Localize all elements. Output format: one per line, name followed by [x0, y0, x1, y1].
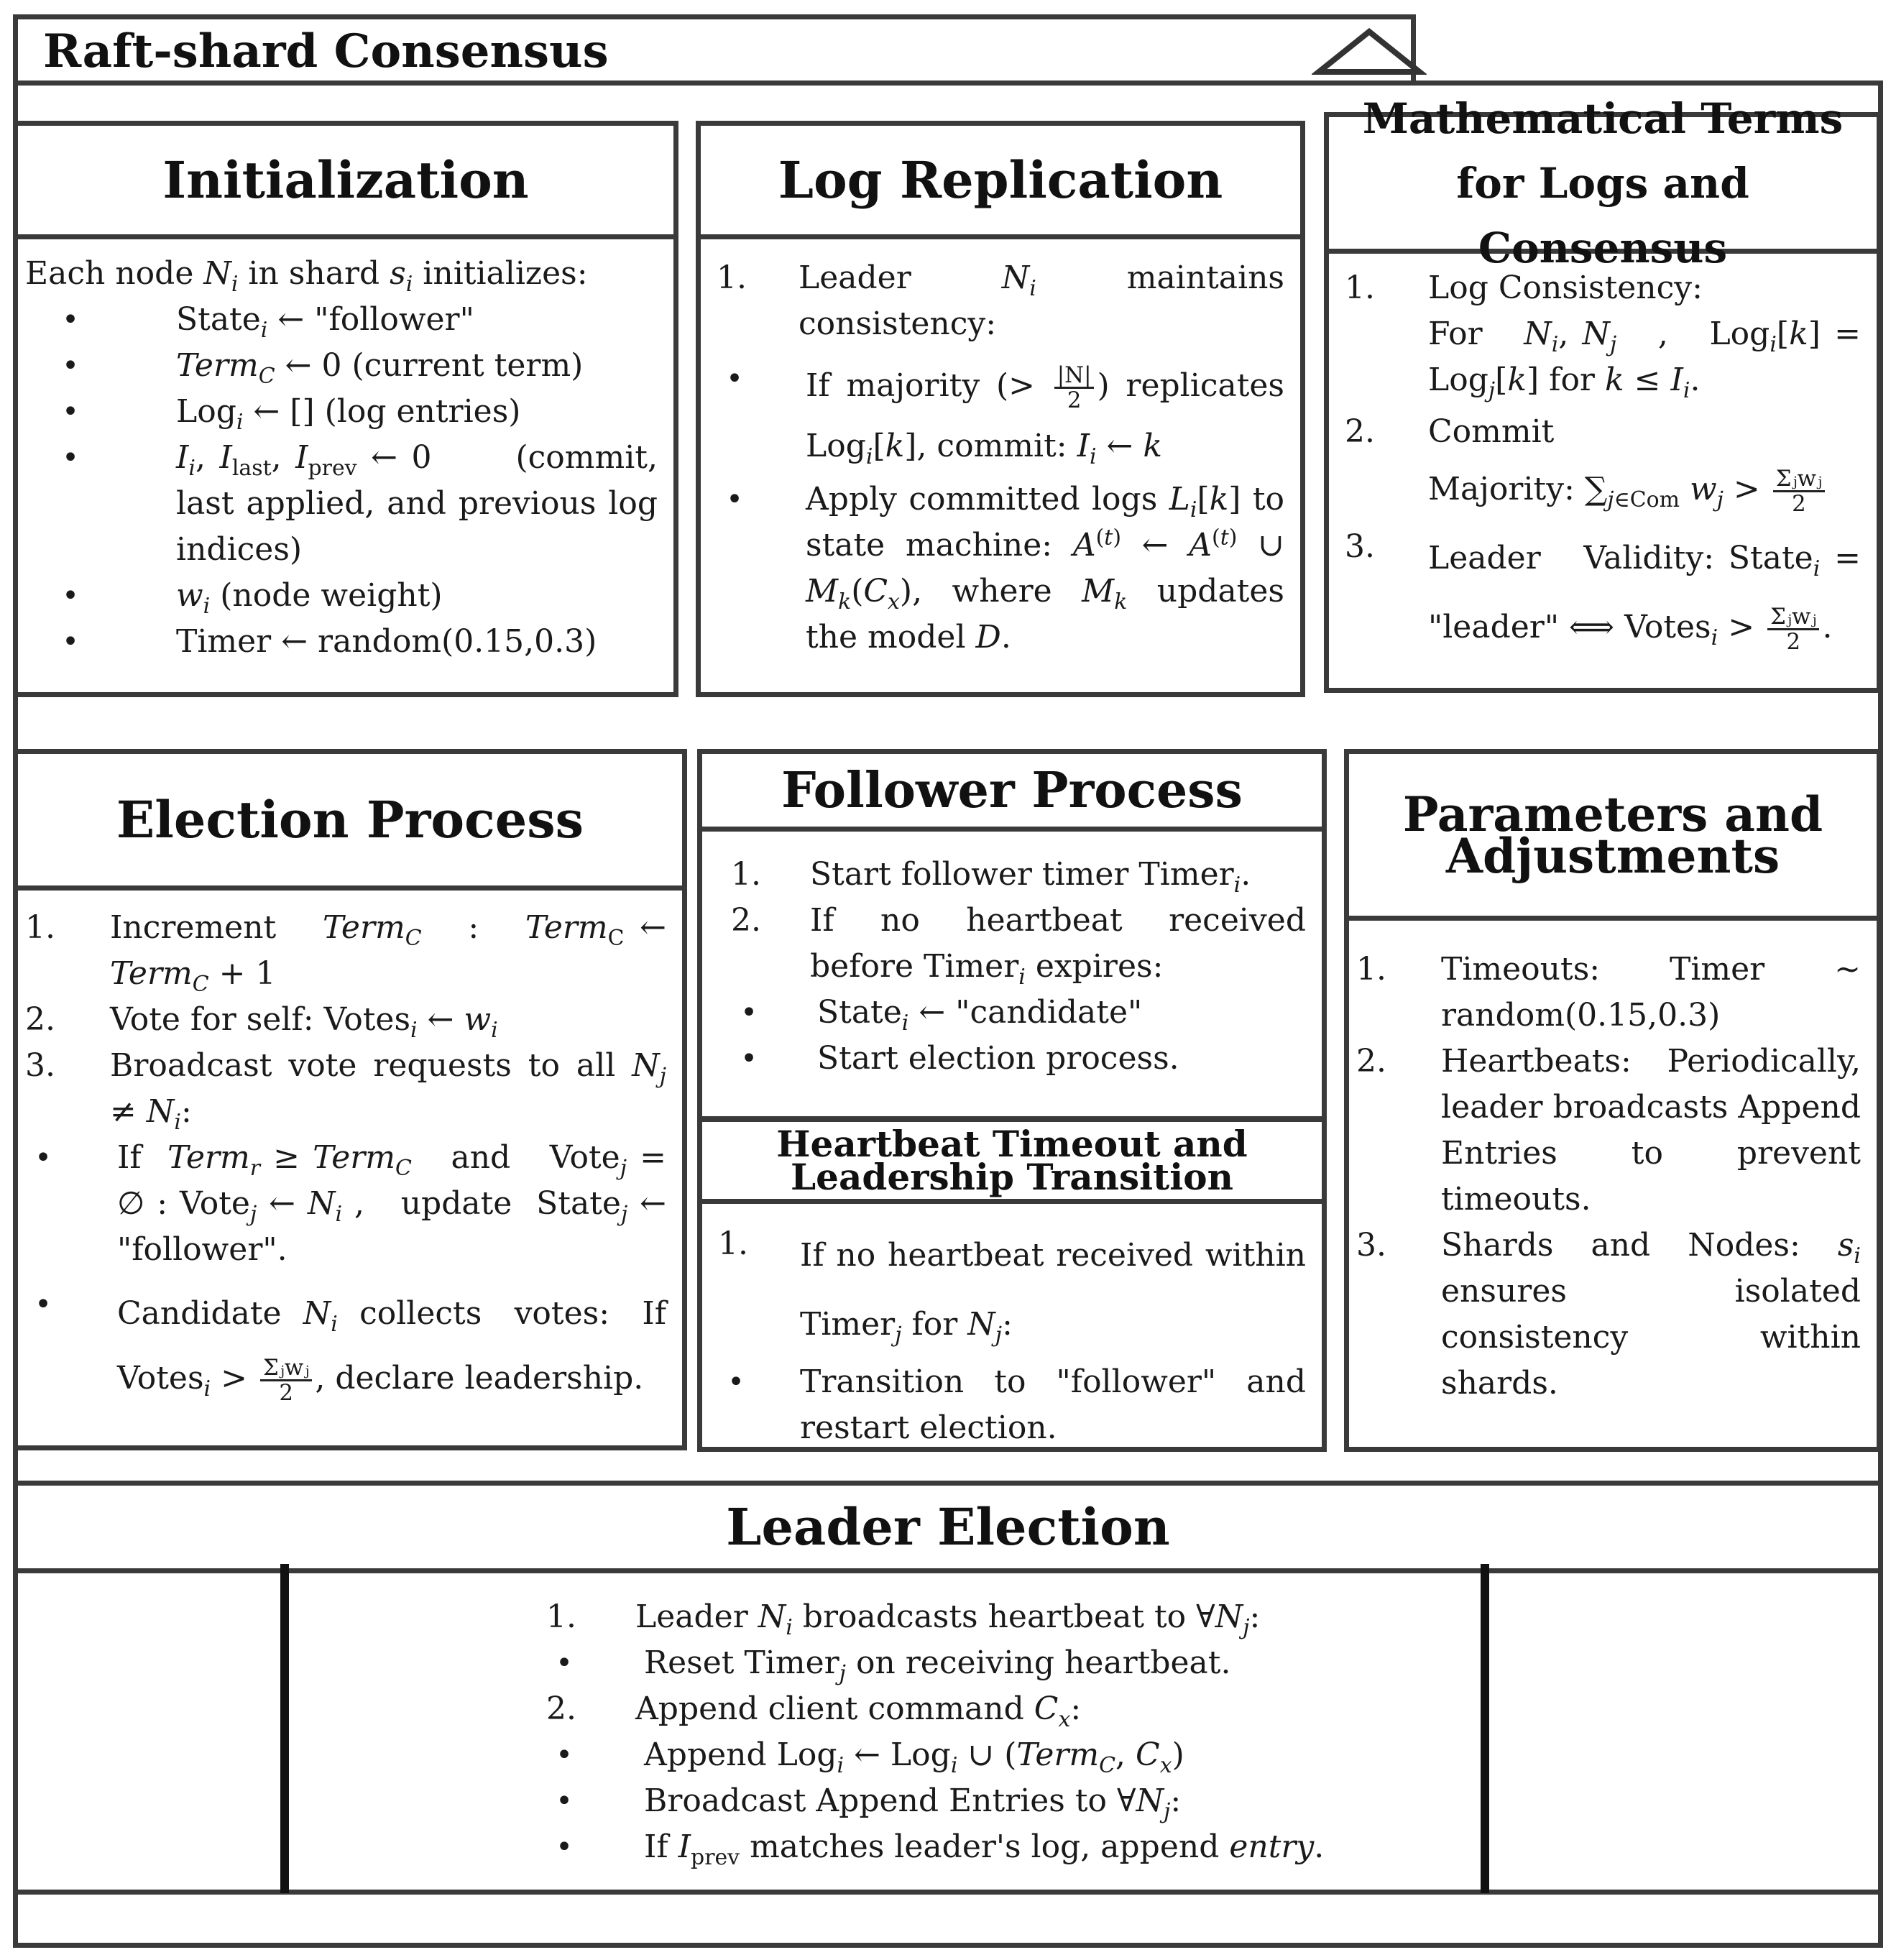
list-item: • Log$_i$ ← [] (log entries)	[62, 393, 521, 435]
parameters-panel	[1344, 749, 1882, 1452]
initialization-intro: Each node $N_i$ in shard $s_i$ initializes:	[25, 255, 588, 297]
list-item: • If Term$_r$ ≥ Term$_C$ and Vote$_j$ = ∅ : Vote$_j$ ← $N_i$ , update State$_j$ ← "follower".	[34, 1139, 667, 1268]
list-item: • State$_i$ ← "candidate"	[740, 994, 1143, 1036]
list-item: 2. Vote for self: Votes$_i$ ← $w_i$	[25, 1001, 498, 1043]
follower-heading: Follower Process	[702, 754, 1322, 832]
heartbeat-panel	[697, 1117, 1327, 1452]
list-item: 1. Log Consistency: For $N_i$, $N_j$ , Log$_i$[k] = Log$_j$[k] for $k \le I_i$.	[1345, 270, 1861, 403]
list-item: • If majority (> $\frac{|N|}{2}$ ) replicates Log$_i$[k], commit: $I_i$ ← k	[726, 362, 1284, 469]
list-item: • Broadcast Append Entries to $\forall N_j$:	[556, 1782, 1182, 1824]
leader-election-heading: Leader Election	[18, 1486, 1878, 1573]
election-heading: Election Process	[18, 754, 682, 891]
log-replication-heading: Log Replication	[701, 126, 1300, 239]
list-item: 1. Leader $N_i$ maintains consistency:	[717, 259, 1284, 342]
heartbeat-heading: Heartbeat Timeout and Leadership Transition	[702, 1122, 1322, 1204]
list-item: • Reset Timer$_j$ on receiving heartbeat.	[556, 1644, 1231, 1686]
math-terms-panel	[1324, 93, 1882, 693]
collapse-triangle-icon[interactable]	[1312, 27, 1427, 78]
divider	[280, 1564, 289, 1893]
list-item: 1. Timeouts: Timer ∼ random(0.15,0.3)	[1356, 951, 1861, 1034]
list-item: 1. Start follower timer Timer$_i$.	[731, 856, 1251, 898]
list-item: 3. Broadcast vote requests to all $N_j \ne N_i$:	[25, 1047, 666, 1135]
list-item: 3. Shards and Nodes: $s_i$ ensures isolated consistency within shards.	[1356, 1227, 1861, 1402]
list-item: • Apply committed logs $L_i[k]$ to state machine: $A^{(t)}$ ← $A^{(t)}$ ∪ $M_k(C_x)$, where $M_k$ updates the model D.	[726, 481, 1284, 655]
log-replication-panel	[696, 121, 1305, 697]
list-item: 2. Commit Majority: $\sum_{j\in Com}$ $w_j$ > $\frac{\text{Σⱼwⱼ}}{2}$	[1345, 409, 1861, 524]
list-item: • State$_i$ ← "follower"	[62, 301, 474, 343]
list-item: 2. Append client command $C_x$:	[546, 1690, 1082, 1732]
page-title: Raft-shard Consensus	[43, 24, 609, 78]
election-panel	[13, 749, 687, 1450]
list-item: • If $I_{prev}$ matches leader's log, append entry.	[556, 1828, 1325, 1870]
list-item: • Candidate $N_i$ collects votes: If Votes$_i$ > $\frac{\text{Σⱼwⱼ}}{2}$ , declare leadership.	[34, 1288, 666, 1406]
parameters-heading: Parameters and Adjustments	[1349, 754, 1877, 921]
divider	[1481, 1564, 1489, 1893]
initialization-panel	[13, 121, 678, 697]
list-item: 1. Increment Term$_C$ : Term$_C$ ← Term$_C$ + 1	[25, 909, 666, 997]
list-item: • Append Log$_i$ ← Log$_i$ ∪ (Term$_C$, $C_x$)	[556, 1736, 1184, 1778]
leader-election-content	[546, 1594, 1481, 1870]
list-item: 3. Leader Validity: State$_i$ = "leader" ⟺ Votes$_i$ > $\frac{\text{Σⱼwⱼ}}{2}$ .	[1345, 528, 1861, 655]
list-item: • Transition to "follower" and restart election.	[727, 1363, 1306, 1446]
list-item: • Timer ← random(0.15,0.3)	[62, 623, 597, 660]
list-item: • Term$_C$ ← 0 (current term)	[62, 347, 584, 389]
math-terms-heading: Mathematical Terms for Logs and Consensus	[1329, 117, 1877, 254]
list-item: • $w_i$ (node weight)	[62, 577, 443, 619]
list-item: • Start election process.	[740, 1040, 1179, 1077]
list-item: • $I_i$, $I_{last}$, $I_{prev}$ ← 0 (commit, last applied, and previous log indices)	[62, 439, 658, 568]
follower-panel	[697, 749, 1327, 1121]
initialization-heading: Initialization	[18, 126, 673, 239]
list-item: 1. If no heartbeat received within Timer$_j$ for $N_j$:	[718, 1225, 1306, 1348]
list-item: 2. If no heartbeat received before Timer$_i$ expires:	[731, 902, 1306, 990]
list-item: 1. Leader $N_i$ broadcasts heartbeat to $\forall N_j$:	[546, 1598, 1261, 1640]
list-item: 2. Heartbeats: Periodically, leader broadcasts Append Entries to prevent timeouts.	[1356, 1043, 1862, 1218]
